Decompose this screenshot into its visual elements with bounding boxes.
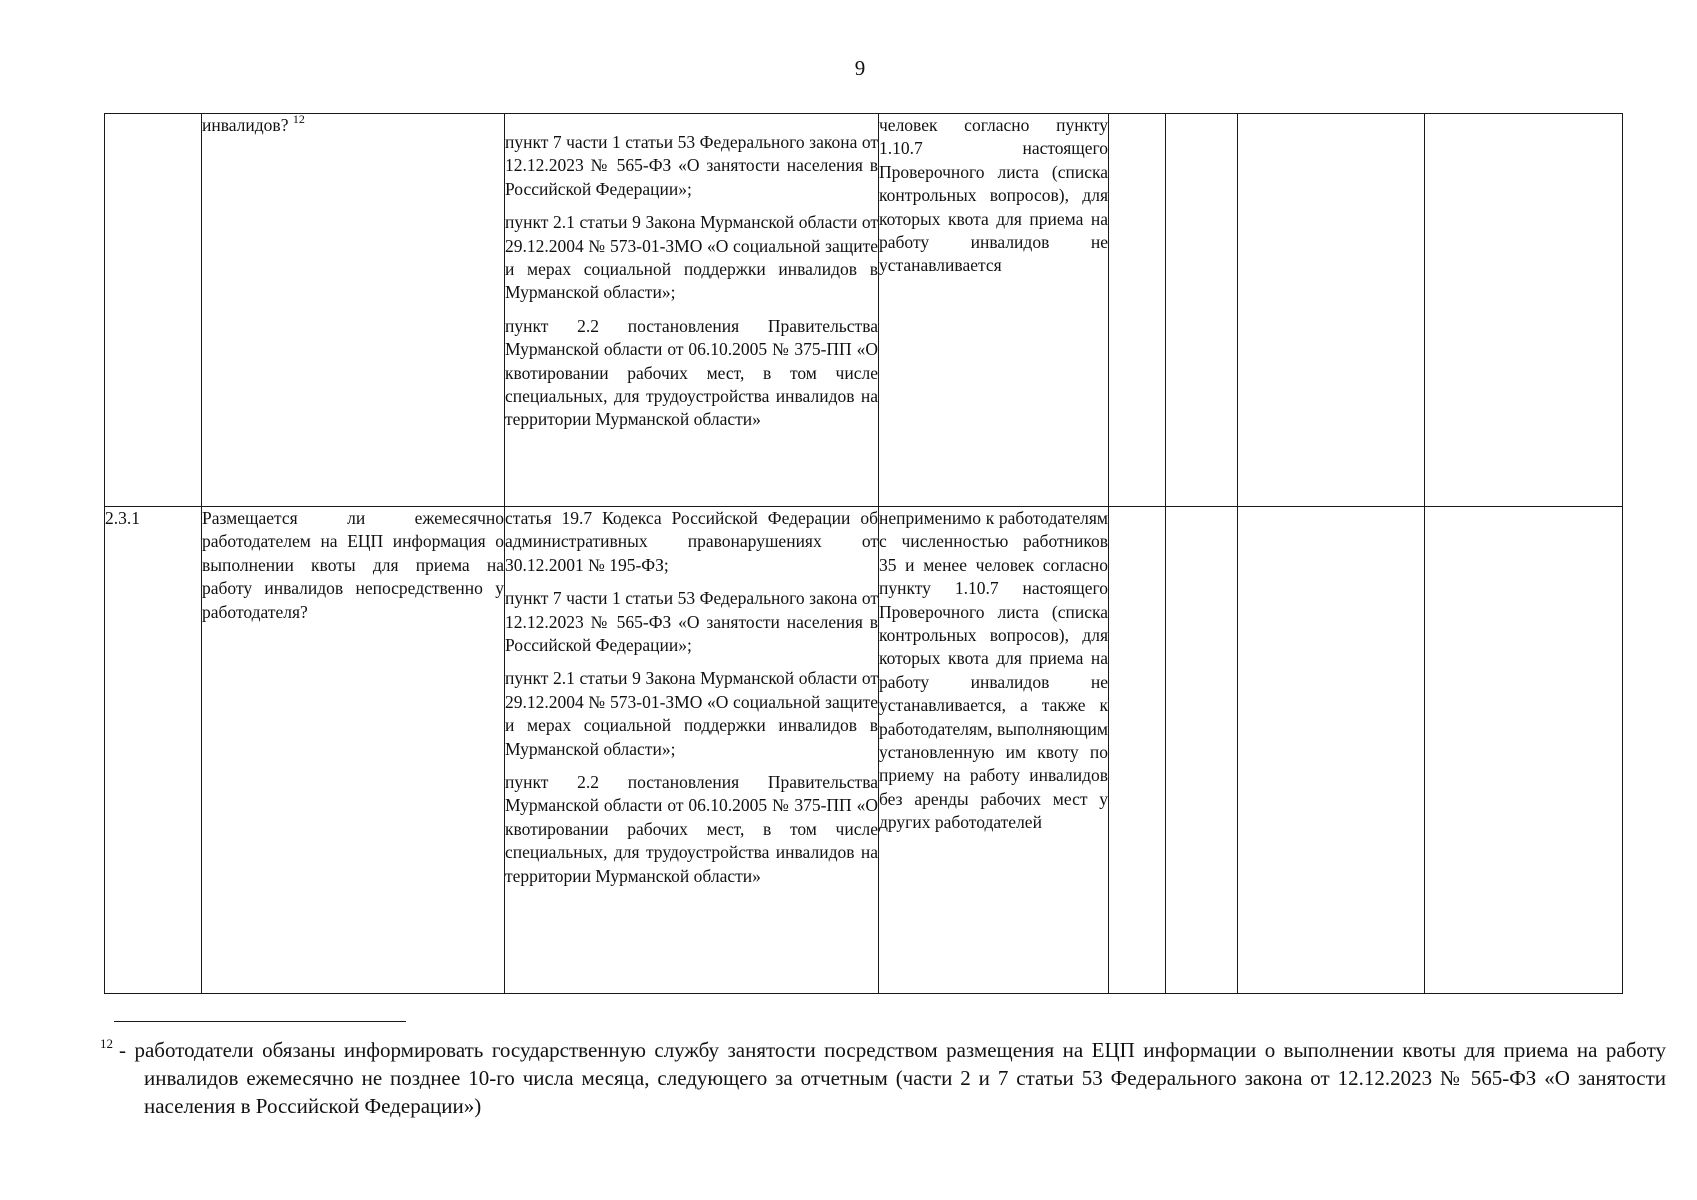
item-number-cell xyxy=(105,114,202,507)
answer-cell-yes xyxy=(1109,507,1166,994)
answer-cell-no xyxy=(1166,114,1238,507)
answer-cell-not-applicable xyxy=(1238,507,1425,994)
checklist-table xyxy=(104,113,1623,994)
requirement-item: пункт 2.1 статьи 9 Закона Мурманской области от 29.12.2004 № 573-01-ЗМО «О социальной защите и мерах социальной поддержки инвалидов в Мурманской области»; xyxy=(505,668,878,759)
question-text: инвалидов? xyxy=(202,115,289,135)
requirements-cell xyxy=(505,507,879,994)
note-cell: человек согласно пункту 1.10.7 настоящего Проверочного листа (списка контрольных вопросов), для которых квота для приема на работу инвалидов не устанавливается xyxy=(879,114,1109,507)
item-number-cell: 2.3.1 xyxy=(105,507,202,994)
footnote-text: - работодатели обязаны информировать государственную службу занятости посредством размещения на ЕЦП информации о выполнении квоты для приема на работу инвалидов ежемесячно не позднее 10-го числа месяца, следующего за отчетным (части 2 и 7 статьи 53 Федерального закона от 12.12.2023 № 565-ФЗ «О занятости населения в Российской Федерации») xyxy=(119,1038,1666,1118)
footnote-marker: 12 xyxy=(100,1036,113,1051)
requirement-item: статья 19.7 Кодекса Российской Федерации об административных правонарушениях от 30.12.2001 № 195-ФЗ; xyxy=(505,508,878,575)
requirement-item: пункт 2.1 статьи 9 Закона Мурманской области от 29.12.2004 № 573-01-ЗМО «О социальной защите и мерах социальной поддержки инвалидов в Мурманской области»; xyxy=(505,212,878,303)
footnote-reference: 12 xyxy=(292,112,305,126)
answer-cell-no xyxy=(1166,507,1238,994)
requirement-item: пункт 2.2 постановления Правительства Мурманской области от 06.10.2005 № 375-ПП «О квотировании рабочих мест, в том числе специальных, для трудоустройства инвалидов на территории Мурманской области» xyxy=(505,315,878,430)
comment-cell xyxy=(1425,114,1623,507)
requirement-item: пункт 7 части 1 статьи 53 Федерального закона от 12.12.2023 № 565-ФЗ «О занятости населения в Российской Федерации»; xyxy=(505,132,878,199)
requirement-item: пункт 7 части 1 статьи 53 Федерального закона от 12.12.2023 № 565-ФЗ «О занятости населения в Российской Федерации»; xyxy=(505,588,878,656)
footnote xyxy=(100,1036,1666,1120)
requirement-item: пункт 2.2 постановления Правительства Мурманской области от 06.10.2005 № 375-ПП «О квотировании рабочих мест, в том числе специальных, для трудоустройства инвалидов на территории Мурманской области» xyxy=(505,772,878,886)
comment-cell xyxy=(1425,507,1623,994)
page-number: 9 xyxy=(854,56,866,80)
requirements-cell xyxy=(505,114,879,507)
table-row xyxy=(105,114,1623,507)
answer-cell-yes xyxy=(1109,114,1166,507)
question-cell xyxy=(202,114,505,507)
table-row xyxy=(105,507,1623,994)
question-cell: Размещается ли ежемесячно работодателем на ЕЦП информация о выполнении квоты для приема на работу инвалидов непосредственно у работодателя? xyxy=(202,507,505,994)
footnote-separator xyxy=(114,1021,406,1022)
note-cell: неприменимо к работодателям с численностью работников 35 и менее человек согласно пункту 1.10.7 настоящего Проверочного листа (списка контрольных вопросов), для которых квота для приема на работу инвалидов не устанавливается, а также к работодателям, выполняющим установленную им квоту по приему на работу инвалидов без аренды рабочих мест у других работодателей xyxy=(879,507,1109,994)
answer-cell-not-applicable xyxy=(1238,114,1425,507)
